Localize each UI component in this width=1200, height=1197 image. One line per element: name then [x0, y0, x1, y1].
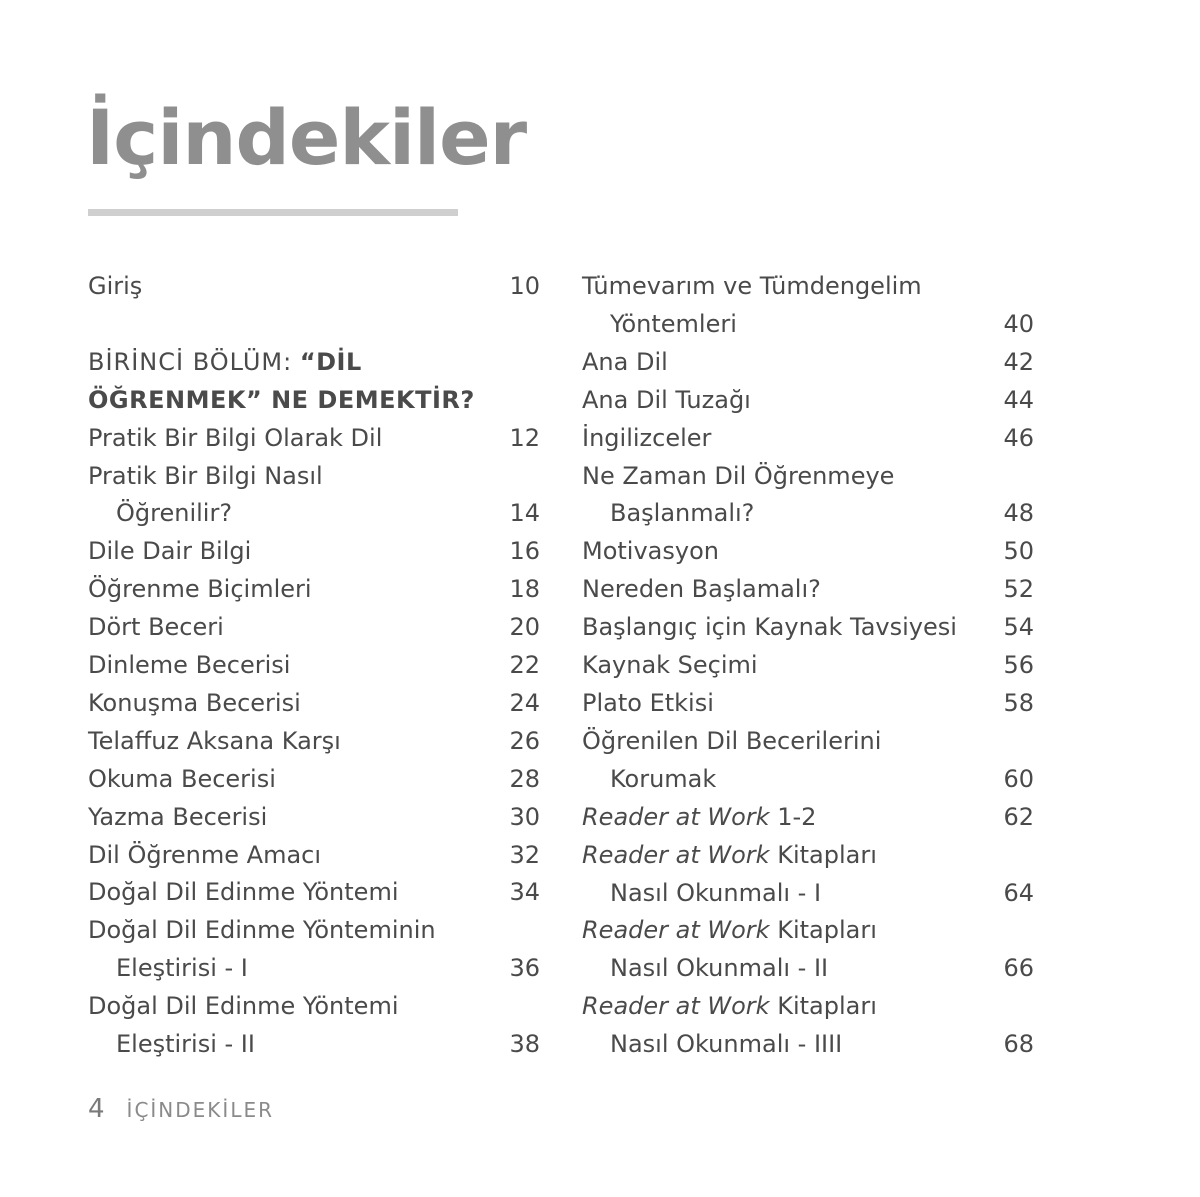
- toc-entry-page: 38: [509, 1030, 540, 1059]
- toc-entry-label: Öğrenme Biçimleri: [88, 575, 312, 604]
- section-title-line1: “DİL: [299, 347, 362, 376]
- toc-entry-page: 40: [1003, 309, 1034, 338]
- toc-entry[interactable]: [88, 458, 540, 534]
- book-title-italic: Reader at Work: [582, 802, 770, 831]
- toc-entry-page: 44: [1003, 385, 1034, 414]
- toc-entry-page: 20: [509, 613, 540, 642]
- toc-entry-page: 58: [1003, 688, 1034, 717]
- toc-entry[interactable]: [88, 571, 540, 609]
- toc-entry-page: 26: [509, 726, 540, 755]
- toc-entry-label: [582, 988, 1034, 1026]
- toc-entry-page: 18: [509, 575, 540, 604]
- toc-entry-label: Pratik Bir Bilgi Olarak Dil: [88, 423, 383, 452]
- toc-entry-label-continued: Öğrenilir?: [116, 499, 233, 528]
- toc-entry[interactable]: [88, 837, 540, 875]
- toc-entry[interactable]: [582, 647, 1034, 685]
- toc-entry[interactable]: [88, 647, 540, 685]
- section-heading: [88, 344, 540, 420]
- toc-entry-page: 30: [509, 802, 540, 831]
- toc-entry-page: 14: [509, 499, 540, 528]
- toc-entry-label: Başlangıç için Kaynak Tavsiyesi: [582, 613, 957, 642]
- toc-entry-page: 24: [509, 688, 540, 717]
- toc-entry-label: Plato Etkisi: [582, 688, 714, 717]
- toc-entry[interactable]: [88, 912, 540, 988]
- toc-entry-label: Telaffuz Aksana Karşı: [88, 726, 341, 755]
- toc-entry-label: Okuma Becerisi: [88, 764, 276, 793]
- page-footer: [88, 1094, 274, 1124]
- toc-entry-page: 56: [1003, 651, 1034, 680]
- toc-entry-label: [582, 799, 1034, 837]
- toc-entry-label-continued: Başlanmalı?: [610, 499, 755, 528]
- toc-entry[interactable]: [582, 685, 1034, 723]
- toc-entry-page: 28: [509, 764, 540, 793]
- spacer: [88, 306, 540, 344]
- toc-entry-label-continued: Yöntemleri: [610, 309, 737, 338]
- toc-entry-reader-at-work[interactable]: [582, 912, 1034, 988]
- toc-entry-label: Öğrenilen Dil Becerilerini: [582, 726, 882, 755]
- toc-entry-label: Doğal Dil Edinme Yöntemi: [88, 992, 399, 1021]
- toc-entry[interactable]: [88, 685, 540, 723]
- toc-left-column: [88, 268, 540, 1064]
- toc-entry-label: Tümevarım ve Tümdengelim: [582, 272, 922, 300]
- toc-entry[interactable]: [88, 609, 540, 647]
- toc-entry-page: 42: [1003, 347, 1034, 376]
- toc-entry-label: Yazma Becerisi: [88, 802, 268, 831]
- toc-entry[interactable]: [582, 571, 1034, 609]
- toc-entry-label: Motivasyon: [582, 537, 719, 566]
- toc-entry-page: 68: [1003, 1030, 1034, 1059]
- toc-entry-page: 66: [1003, 954, 1034, 983]
- toc-entry-page: 34: [509, 878, 540, 907]
- toc-entry[interactable]: [88, 988, 540, 1064]
- toc-entry-label-rest: 1-2: [769, 802, 817, 831]
- toc-entry-label: Ana Dil Tuzağı: [582, 385, 751, 414]
- toc-entry-label: Dört Beceri: [88, 613, 224, 642]
- section-label: BİRİNCİ BÖLÜM:: [88, 347, 293, 376]
- toc-entry-label-continued: Eleştirisi - II: [116, 1030, 255, 1059]
- footer-running-title: İÇİNDEKİLER: [126, 1098, 274, 1122]
- toc-entry[interactable]: [88, 874, 540, 912]
- toc-entry[interactable]: [88, 799, 540, 837]
- toc-entry-reader-at-work[interactable]: [582, 837, 1034, 913]
- toc-entry-page: 10: [509, 272, 540, 300]
- toc-entry[interactable]: [582, 382, 1034, 420]
- toc-entry-label: Pratik Bir Bilgi Nasıl: [88, 461, 323, 490]
- toc-entry-label-continued: Nasıl Okunmalı - I: [610, 878, 822, 907]
- footer-page-number: 4: [88, 1094, 105, 1124]
- toc-entry-label: İngilizceler: [582, 423, 712, 452]
- toc-entry-label: Dile Dair Bilgi: [88, 537, 252, 566]
- toc-entry-page: 12: [509, 423, 540, 452]
- toc-entry[interactable]: [88, 723, 540, 761]
- toc-entry[interactable]: [582, 344, 1034, 382]
- toc-entry-page: 54: [1003, 613, 1034, 642]
- toc-entry-page: 62: [1003, 802, 1034, 831]
- toc-entry-page: 50: [1003, 537, 1034, 566]
- toc-entry[interactable]: [88, 420, 540, 458]
- toc-entry-reader-at-work[interactable]: [582, 988, 1034, 1064]
- section-title-line2: ÖĞRENMEK” NE DEMEKTİR?: [88, 385, 475, 414]
- toc-entry[interactable]: [582, 533, 1034, 571]
- toc-entry[interactable]: [582, 458, 1034, 534]
- toc-entry[interactable]: [88, 761, 540, 799]
- toc-entry-label: Ana Dil: [582, 347, 668, 376]
- toc-entry-label: Nereden Başlamalı?: [582, 575, 821, 604]
- toc-entry-page: 22: [509, 651, 540, 680]
- toc-entry-label-rest: Kitapları: [769, 992, 877, 1021]
- toc-entry-label-rest: Kitapları: [769, 840, 877, 869]
- toc-entry-label: Dil Öğrenme Amacı: [88, 840, 322, 869]
- toc-entry-page: 16: [509, 537, 540, 566]
- toc-entry[interactable]: [582, 609, 1034, 647]
- toc-entry-label-continued: Eleştirisi - I: [116, 954, 248, 983]
- title-underline: [88, 209, 458, 216]
- toc-entry-label: Ne Zaman Dil Öğrenmeye: [582, 461, 895, 490]
- toc-entry-label-rest: Kitapları: [769, 916, 877, 945]
- toc-entry-label: Dinleme Becerisi: [88, 651, 291, 680]
- toc-right-column: [582, 268, 1034, 1064]
- toc-entry-intro[interactable]: [88, 268, 540, 306]
- toc-entry-page: 32: [509, 840, 540, 869]
- toc-entry-label: [582, 912, 1034, 950]
- toc-entry-label-continued: Nasıl Okunmalı - II: [610, 954, 829, 983]
- toc-entry[interactable]: [582, 268, 1034, 344]
- toc-entry-label: Konuşma Becerisi: [88, 688, 301, 717]
- toc-entry-reader-at-work[interactable]: [582, 799, 1034, 837]
- toc-entry-page: 46: [1003, 423, 1034, 452]
- toc-entry-label: Doğal Dil Edinme Yönteminin: [88, 916, 436, 945]
- toc-entry-label: Giriş: [88, 272, 143, 300]
- book-title-italic: Reader at Work: [582, 916, 770, 945]
- toc-entry-label: Doğal Dil Edinme Yöntemi: [88, 878, 399, 907]
- toc-entry[interactable]: [582, 723, 1034, 799]
- toc-entry-page: 48: [1003, 499, 1034, 528]
- toc-entry-label: [582, 837, 1034, 875]
- toc-entry-page: 52: [1003, 575, 1034, 604]
- toc-entry-label-continued: Nasıl Okunmalı - IIII: [610, 1030, 843, 1059]
- toc-entry-label-continued: Korumak: [610, 764, 717, 793]
- page-title: İçindekiler: [86, 93, 527, 182]
- toc-entry-label: Kaynak Seçimi: [582, 651, 758, 680]
- book-title-italic: Reader at Work: [582, 992, 770, 1021]
- toc-entry-page: 60: [1003, 764, 1034, 793]
- toc-entry-page: 36: [509, 954, 540, 983]
- book-title-italic: Reader at Work: [582, 840, 770, 869]
- toc-entry[interactable]: [88, 533, 540, 571]
- toc-entry-page: 64: [1003, 878, 1034, 907]
- toc-entry[interactable]: [582, 420, 1034, 458]
